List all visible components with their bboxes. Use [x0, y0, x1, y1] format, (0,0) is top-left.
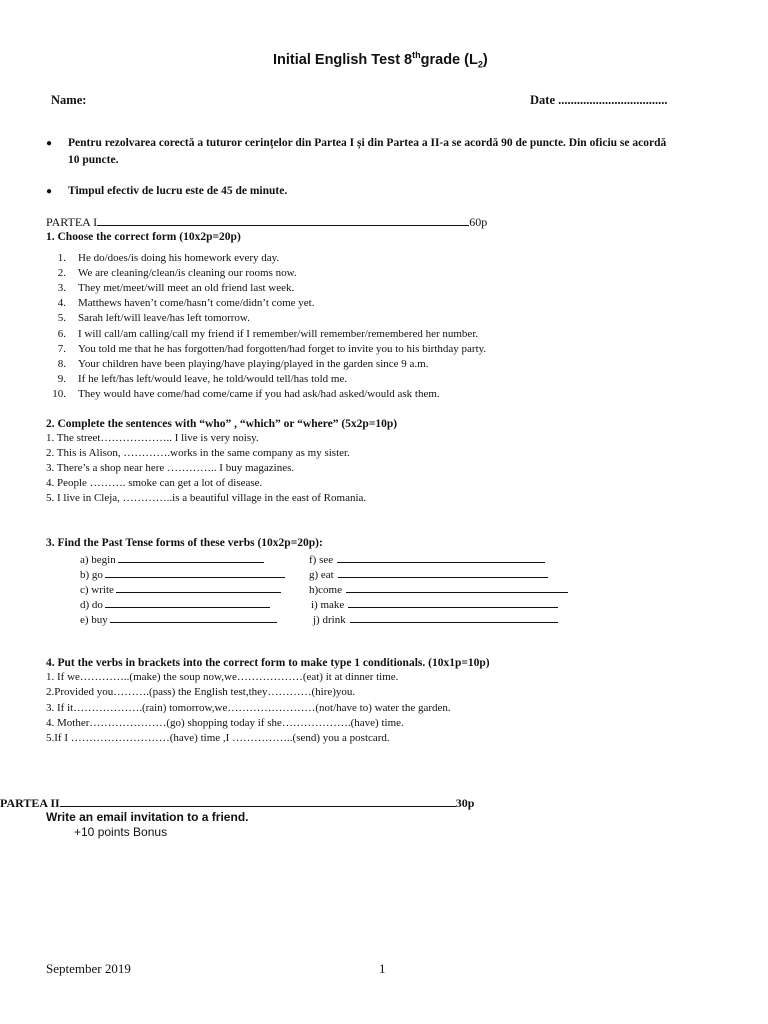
ex1-item-text: They would have come/had come/came if you had ask/had asked/would ask them. [78, 387, 440, 400]
ex3-right-item [313, 613, 558, 626]
ex1-item [46, 343, 486, 355]
ex3-answer-line[interactable] [105, 568, 285, 578]
ex1-heading: 1. Choose the correct form (10x2p=20p) [46, 231, 241, 243]
name-label: Name: [51, 93, 87, 107]
bullet-dot: ● [46, 186, 53, 197]
title-text: Initial English Test 8 [273, 51, 413, 68]
page-number: 1 [379, 961, 386, 976]
footer-date: September 2019 [46, 961, 131, 976]
ex2-item: 2. This is Alison, ………….works in the same company as my sister. [46, 447, 350, 459]
part2-rule [60, 797, 456, 807]
ex1-item [46, 388, 440, 400]
ex3-verb: j) drink [313, 614, 346, 626]
part2-heading [0, 796, 474, 811]
part1-heading [46, 215, 487, 230]
ex3-right-item [309, 583, 568, 596]
ex3-answer-line[interactable] [337, 553, 545, 563]
instruction-time: Timpul efectiv de lucru este de 45 de minute. [68, 185, 288, 197]
ex1-item-text: He do/does/is doing his homework every day. [78, 252, 280, 264]
ex1-item-text: We are cleaning/clean/is cleaning our rooms now. [78, 267, 297, 280]
part2-task: Write an email invitation to a friend. [46, 810, 249, 824]
ex2-item: 3. There’s a shop near here ………….. I buy magazines. [46, 462, 295, 474]
ex1-item-text: I will call/am calling/call my friend if I remember/will remember/remembered her number. [78, 327, 479, 340]
ex3-answer-line[interactable] [350, 613, 558, 623]
ex3-verb: h)come [309, 584, 342, 596]
ex1-item-text: Your children have been playing/have playing/played in the garden since 9 a.m. [78, 357, 429, 370]
ex4-item: 1. If we…………..(make) the soup now,we………………(eat) it at dinner time. [46, 671, 399, 683]
ex1-item-text: You told me that he has forgotten/had forgotten/had forget to invite you to his birthday party. [78, 342, 487, 355]
ex2-item: 1. The street……………….. I live is very noisy. [46, 432, 259, 444]
ex3-answer-line[interactable] [338, 568, 548, 578]
title-grade-text: grade (L [420, 51, 478, 68]
part1-label: PARTEA I [46, 215, 98, 229]
ex3-answer-line[interactable] [346, 583, 568, 593]
ex1-item [46, 282, 294, 294]
ex2-item: 4. People ………. smoke can get a lot of disease. [46, 477, 263, 489]
ex1-item-number: 2. [57, 267, 66, 280]
title-close-paren: ) [482, 51, 488, 68]
ex4-item: 3. If it……………….(rain) tomorrow,we……………………(not/have to) water the garden. [46, 701, 451, 714]
ex1-item [46, 312, 250, 324]
bullet-dot: ● [46, 138, 53, 149]
part2-label: PARTEA II [0, 796, 60, 810]
ex3-verb: a) begin [80, 554, 116, 566]
ex3-right-item [309, 553, 545, 566]
ex3-right-item [311, 598, 558, 611]
ex2-heading: 2. Complete the sentences with “who” , “which” or “where” (5x2p=10p) [46, 418, 398, 430]
instruction-points-continued: 10 puncte. [68, 154, 119, 166]
ex1-item-number: 7. [57, 342, 66, 355]
ex1-item-number: 5. [57, 312, 66, 325]
ex2-item: 5. I live in Cleja, …………..is a beautiful village in the east of Romania. [46, 492, 367, 504]
ex3-verb: d) do [80, 599, 103, 611]
ex1-item-text: Matthews haven’t come/hasn’t come/didn’t come yet. [78, 297, 315, 310]
ex3-verb: i) make [311, 599, 345, 611]
page-title [273, 50, 488, 70]
part2-bonus: +10 points Bonus [74, 825, 168, 839]
ex3-verb: e) buy [80, 614, 108, 626]
ex1-item-number: 10. [52, 387, 66, 400]
ex3-answer-line[interactable] [110, 613, 277, 623]
ex1-item-text: Sarah left/will leave/has left tomorrow. [78, 312, 250, 325]
ex3-left-item [80, 568, 285, 581]
ex3-left-item [80, 553, 264, 566]
ex3-verb: b) go [80, 569, 103, 581]
ex4-item: 5.If I ………………………(have) time ,I ……………..(send) you a postcard. [46, 732, 390, 745]
ex1-item [46, 373, 347, 385]
date-label: Date ................................... [530, 93, 668, 107]
ex1-item [46, 358, 428, 370]
title-subscript: 2 [477, 59, 483, 70]
ex4-heading: 4. Put the verbs in brackets into the correct form to make type 1 conditionals. (10x1p=10p) [46, 657, 490, 669]
ex3-answer-line[interactable] [116, 583, 281, 593]
ex3-verb: g) eat [309, 569, 334, 581]
ex1-item-number: 1. [57, 252, 66, 264]
ex1-item-number: 9. [57, 372, 66, 385]
ex1-item [46, 252, 279, 264]
ex1-item-number: 4. [57, 297, 66, 310]
ex1-item [46, 328, 478, 340]
ex1-item-number: 8. [57, 357, 66, 370]
ex3-answer-line[interactable] [105, 598, 270, 608]
part1-points: 60p [469, 215, 488, 229]
instruction-points: Pentru rezolvarea corectă a tuturor cerințelor din Partea I și din Partea a II-a se acordă 90 de puncte. Din oficiu se acordă [68, 137, 667, 149]
ex3-answer-line[interactable] [118, 553, 264, 563]
ex3-verb: c) write [80, 584, 114, 596]
ex3-left-item [80, 583, 281, 596]
ex1-item-number: 6. [57, 327, 66, 340]
ex4-item: 4. Mother…………………(go) shopping today if she……………….(have) time. [46, 716, 404, 729]
part1-rule [97, 216, 469, 226]
ex3-heading: 3. Find the Past Tense forms of these verbs (10x2p=20p): [46, 537, 323, 549]
ex3-right-item [309, 568, 548, 581]
ex3-left-item [80, 598, 270, 611]
ex3-left-item [80, 613, 277, 626]
ex3-verb: f) see [309, 554, 334, 566]
ex1-item [46, 297, 314, 309]
title-superscript: th [412, 50, 421, 60]
ex4-item: 2.Provided you……….(pass) the English test,they…………(hire)you. [46, 686, 356, 699]
ex1-item [46, 267, 297, 279]
part2-points: 30p [455, 796, 475, 810]
ex1-item-text: They met/meet/will meet an old friend last week. [78, 282, 295, 295]
ex1-item-number: 3. [57, 282, 66, 295]
ex3-answer-line[interactable] [348, 598, 558, 608]
ex1-item-text: If he left/has left/would leave, he told/would tell/has told me. [78, 372, 348, 385]
